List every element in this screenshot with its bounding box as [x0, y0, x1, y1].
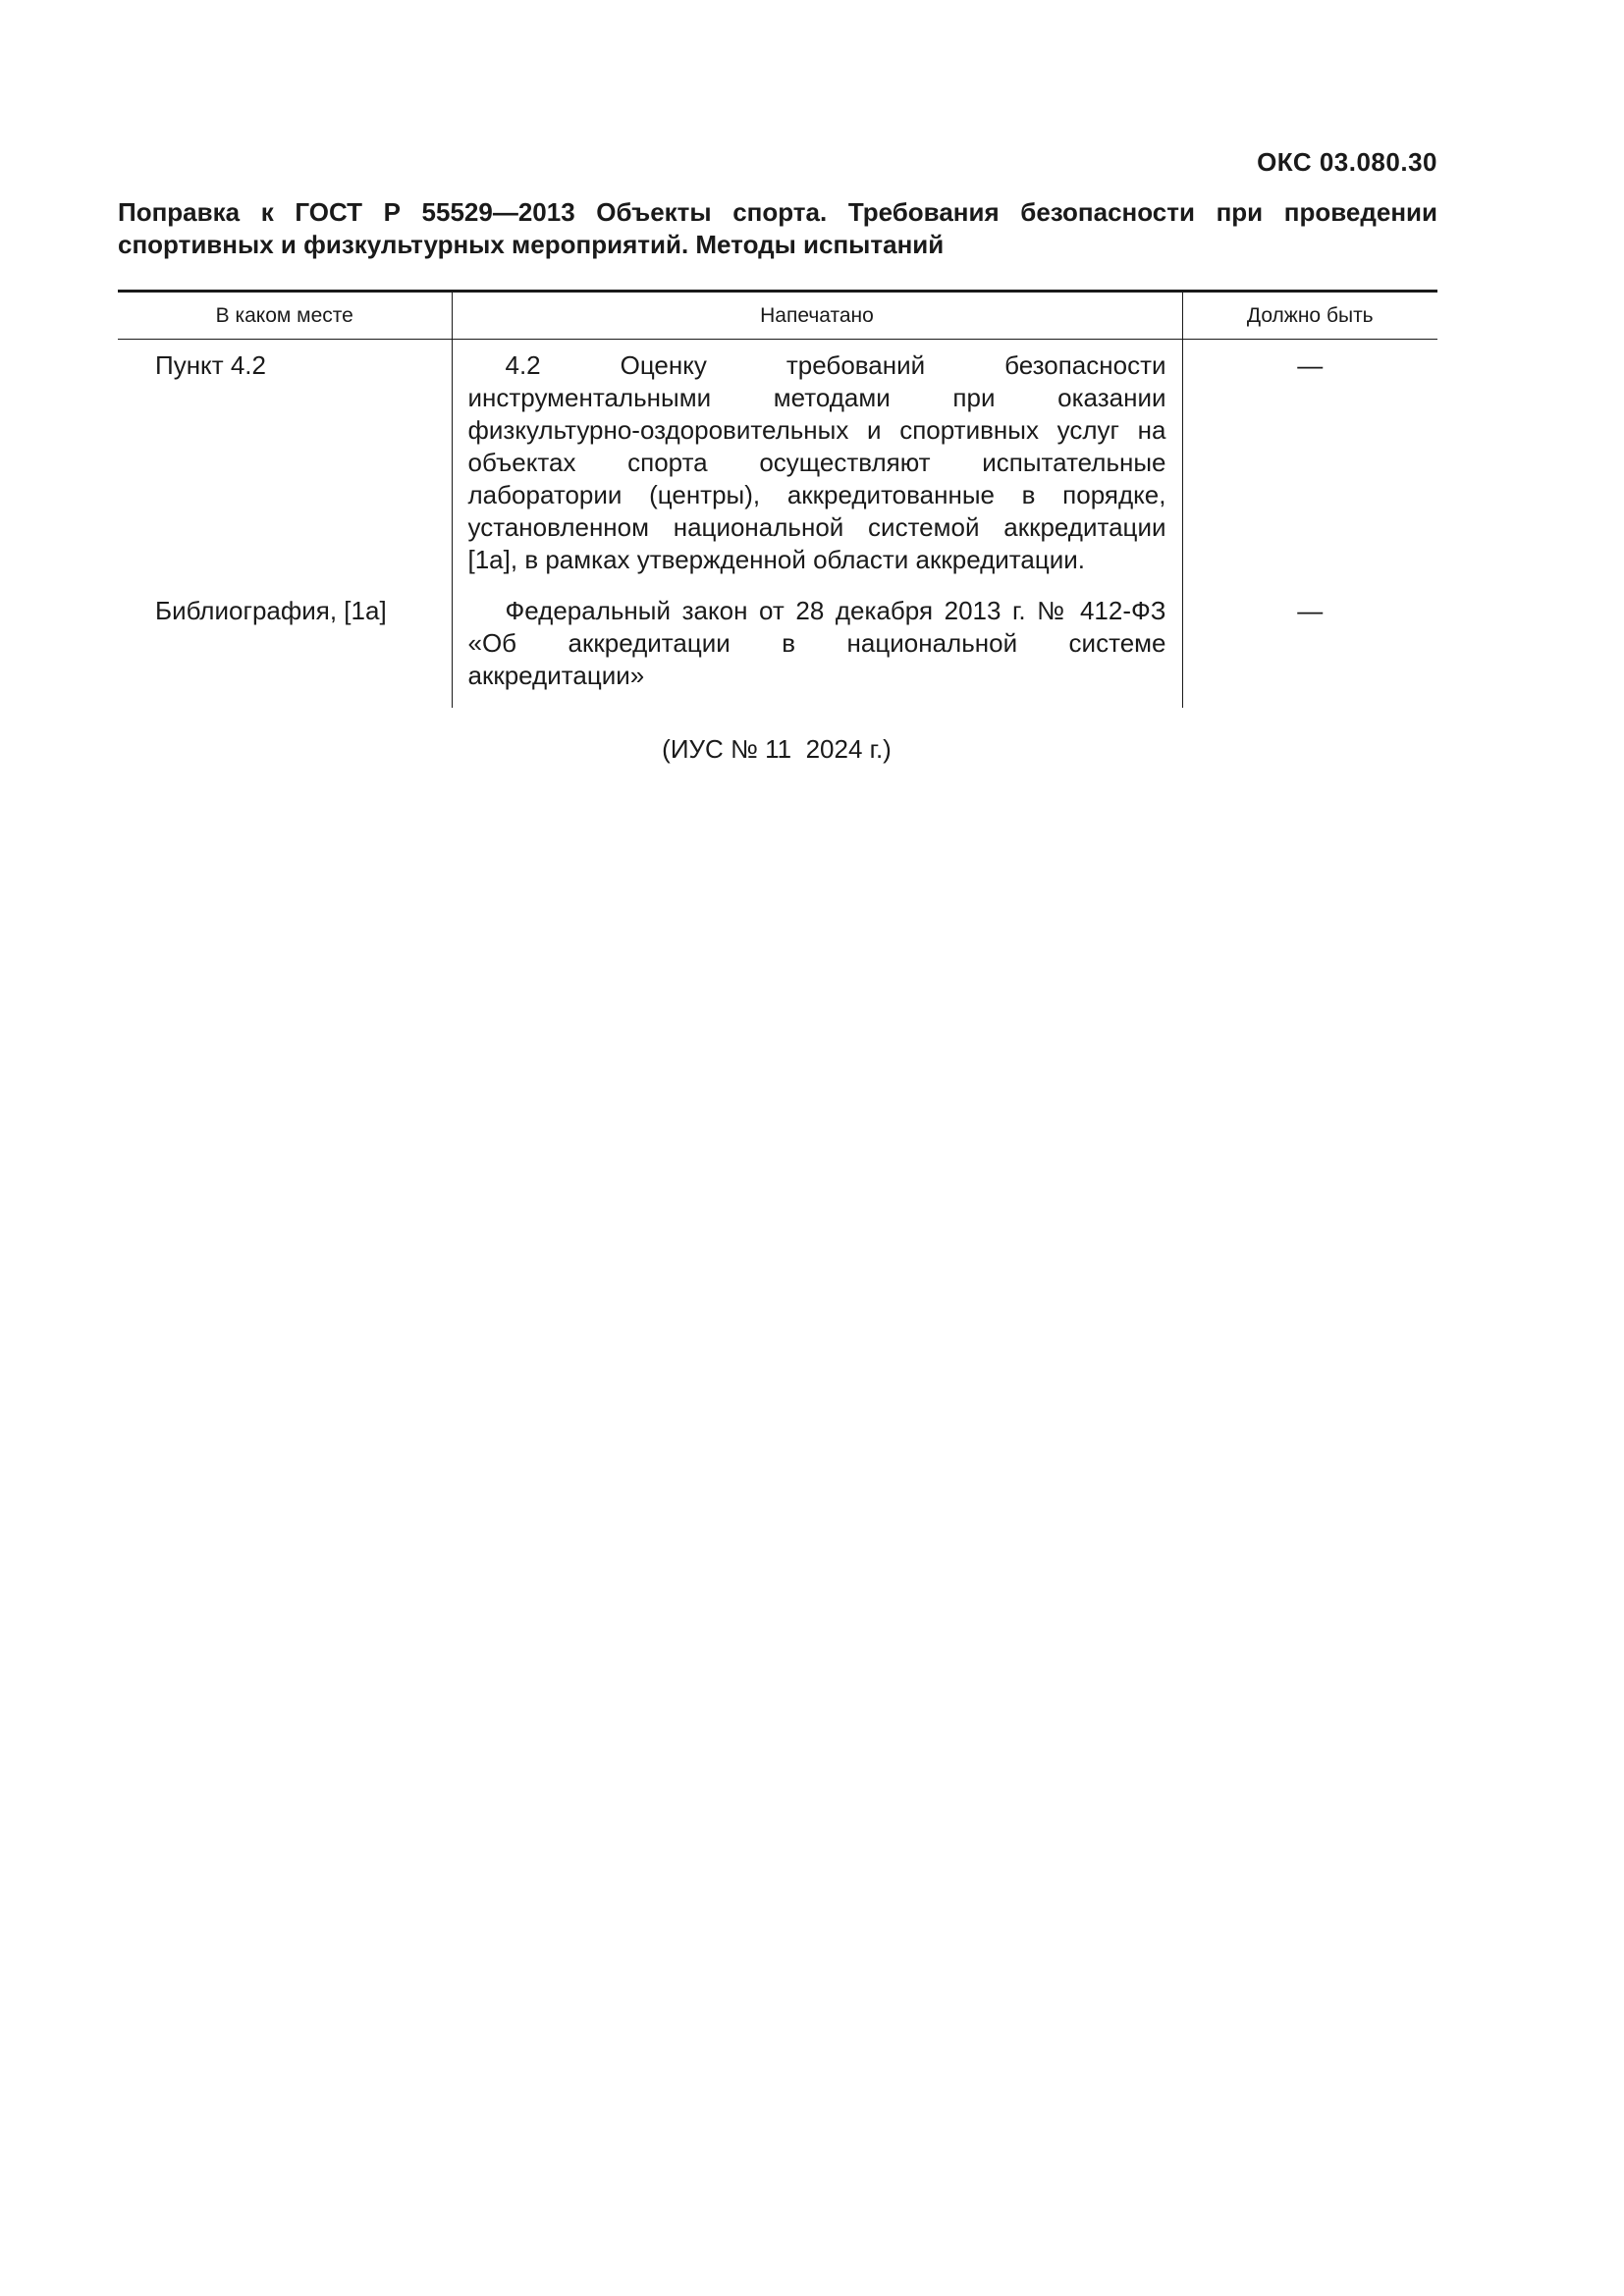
- oks-code: ОКС 03.080.30: [1257, 147, 1437, 177]
- document-title: Поправка к ГОСТ Р 55529—2013 Объекты спорта. Требования безопасности при проведении спортивных и физкультурных мероприятий. Методы испытаний: [118, 197, 1437, 259]
- ius-reference: (ИУС № 11 2024 г.): [662, 734, 892, 764]
- cell-place: Пункт 4.2: [118, 340, 452, 577]
- cell-printed: Федеральный закон от 28 декабря 2013 г. № 412-ФЗ «Об аккредитации в национальной системе аккредитации»: [452, 576, 1182, 708]
- cell-should-be: —: [1297, 596, 1324, 625]
- table-header-row: [118, 292, 1437, 340]
- column-header-printed: Напечатано: [452, 292, 1182, 340]
- column-header-place: В каком месте: [118, 292, 452, 340]
- cell-place: Библиография, [1а]: [118, 576, 452, 708]
- table-row: [118, 340, 1437, 577]
- cell-should-be: —: [1297, 350, 1324, 380]
- table-row: [118, 576, 1437, 708]
- column-header-should-be: Должно быть: [1182, 292, 1437, 340]
- amendment-table: [118, 290, 1437, 708]
- cell-printed: 4.2 Оценку требований безопасности инструментальными методами при оказании физкультурно-оздоровительных и спортивных услуг на объектах спорта осуществляют испытательные лаборатории (центры), аккредитованные в порядке, установленном национальной системой аккредитации [1а], в рамках утвержденной области аккредитации.: [452, 340, 1182, 577]
